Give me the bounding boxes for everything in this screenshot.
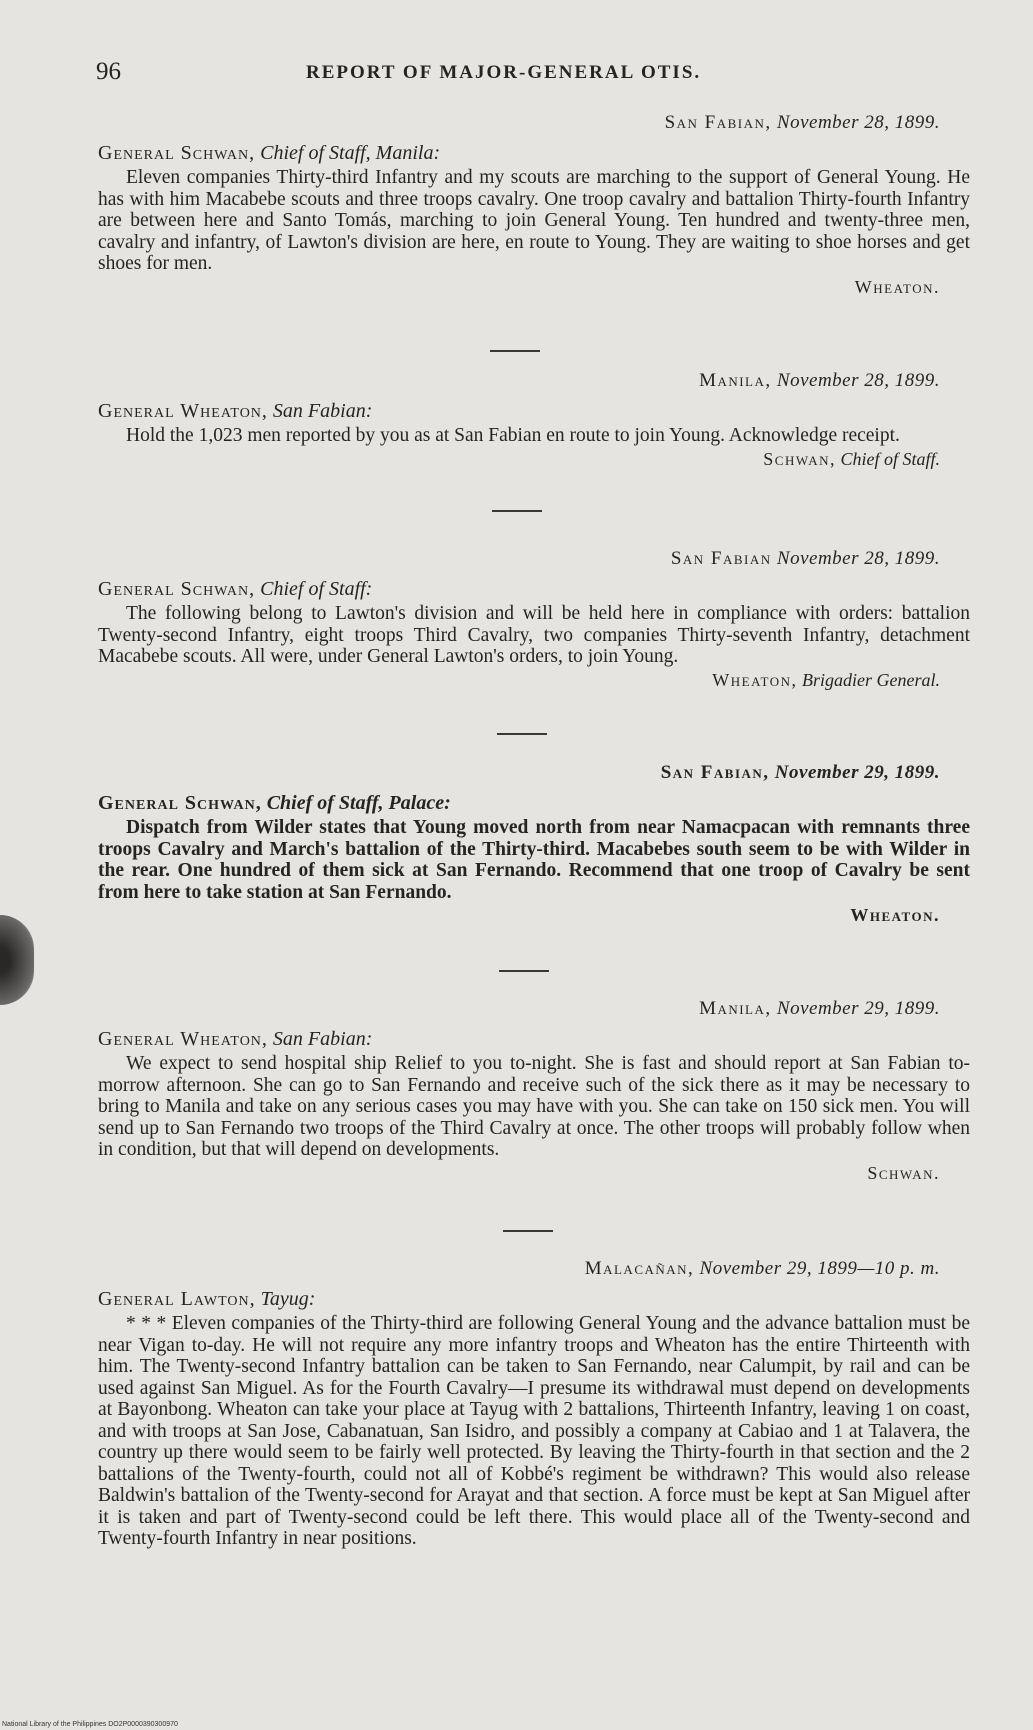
page-header	[96, 58, 936, 90]
separator-rule	[497, 733, 547, 735]
telegram-3	[98, 548, 970, 691]
separator-rule	[490, 350, 540, 352]
dateline: San Fabian November 28, 1899.	[670, 548, 940, 569]
dateline: Manila, November 28, 1899.	[699, 370, 940, 391]
addressee: General Wheaton, San Fabian:	[98, 400, 373, 422]
scan-stain	[0, 915, 34, 1005]
dateline: San Fabian, November 28, 1899.	[664, 112, 940, 133]
message-body: The following belong to Lawton's division and will be held here in compliance with orders: battalion Twenty-second Infantry, eight troops Third Cavalry, two companies Thirty-seventh Infantry, detachment Macabebe scouts. All were, under General Lawton's orders, to join Young.	[98, 603, 970, 667]
page-number: 96	[96, 58, 121, 85]
addressee: General Schwan, Chief of Staff, Manila:	[98, 142, 441, 164]
dateline: San Fabian, November 29, 1899.	[660, 762, 940, 783]
separator-rule	[492, 510, 542, 512]
telegram-1	[98, 112, 970, 298]
signature: Wheaton.	[854, 276, 940, 297]
message-body: Hold the 1,023 men reported by you as at San Fabian en route to join Young. Acknowledge receipt.	[126, 425, 900, 446]
addressee: General Lawton, Tayug:	[98, 1288, 316, 1310]
telegram-5	[98, 998, 970, 1184]
running-head: REPORT OF MAJOR-GENERAL OTIS.	[306, 62, 702, 83]
addressee: General Schwan, Chief of Staff:	[98, 578, 373, 600]
signature: Schwan.	[867, 1162, 940, 1183]
addressee: General Wheaton, San Fabian:	[98, 1028, 373, 1050]
message-body: Eleven companies Thirty-third Infantry and my scouts are marching to the support of General Young. He has with him Macabebe scouts and three troops cavalry. One troop cavalry and battalion Thirty-fourth Infantry are between here and Santo Tomás, marching to join General Young. Ten hundred and twenty-three men, cavalry and infantry, of Lawton's division are here, en route to Young. They are waiting to shoe horses and get shoes for men.	[98, 167, 970, 274]
dateline: Malacañan, November 29, 1899—10 p. m.	[584, 1258, 940, 1279]
telegram-2	[98, 370, 970, 470]
addressee: General Schwan, Chief of Staff, Palace:	[98, 792, 451, 814]
separator-rule	[499, 970, 549, 972]
signature: Wheaton, Brigadier General.	[712, 669, 940, 690]
message-body: Dispatch from Wilder states that Young moved north from near Namacpacan with remnants three troops Cavalry and March's battalion of the Thirty-third. Macabebes south seem to be with Wilder in the rear. One hundred of them sick at San Fernando. Recommend that one troop of Cavalry be sent from here to take station at San Fernando.	[98, 817, 970, 903]
message-body: We expect to send hospital ship Relief to you to-night. She is fast and should report at San Fabian to-morrow afternoon. She can go to San Fernando and receive such of the sick there as it may be necessary to bring to Manila and take on any serious cases you may have with you. She can take on 150 sick men. You will send up to San Fernando two troops of the Third Cavalry at once. The other troops will probably follow when in condition, but that will depend on developments.	[98, 1053, 970, 1160]
telegram-6	[98, 1258, 970, 1550]
scan-credit: National Library of the Philippines DO2P0000390300970	[2, 1721, 178, 1728]
message-body: * * * Eleven companies of the Thirty-third are following General Young and the advance battalion must be near Vigan to-day. He will not require any more infantry troops and Wheaton has the entire Thirteenth with him. The Twenty-second Infantry battalion can be taken to San Fernando, near Calumpit, by rail and can be used against San Miguel. As for the Fourth Cavalry—I presume its withdrawal must depend on developments at Bayonbong. Wheaton can take your place at Tayug with 2 battalions, Thirteenth Infantry, leaving 1 on coast, and with troops at San Jose, Cabanatuan, San Isidro, and possibly a company at Cabiao and 1 at Talavera, the country up there would seem to be fairly well protected. By leaving the Thirty-fourth in that section and the 2 battalions of the Twenty-fourth, could not all of Kobbé's regiment be withdrawn? This would also release Baldwin's battalion of the Twenty-second for Arayat and that section. A force must be kept at San Miguel after it is taken and part of Twenty-second could be left there. This would place all of the Twenty-second and Twenty-fourth Infantry in near positions.	[98, 1313, 970, 1549]
signature: Wheaton.	[850, 905, 940, 925]
telegram-4	[98, 762, 970, 926]
separator-rule	[503, 1230, 553, 1232]
signature: Schwan, Chief of Staff.	[763, 448, 940, 469]
dateline: Manila, November 29, 1899.	[699, 998, 940, 1019]
